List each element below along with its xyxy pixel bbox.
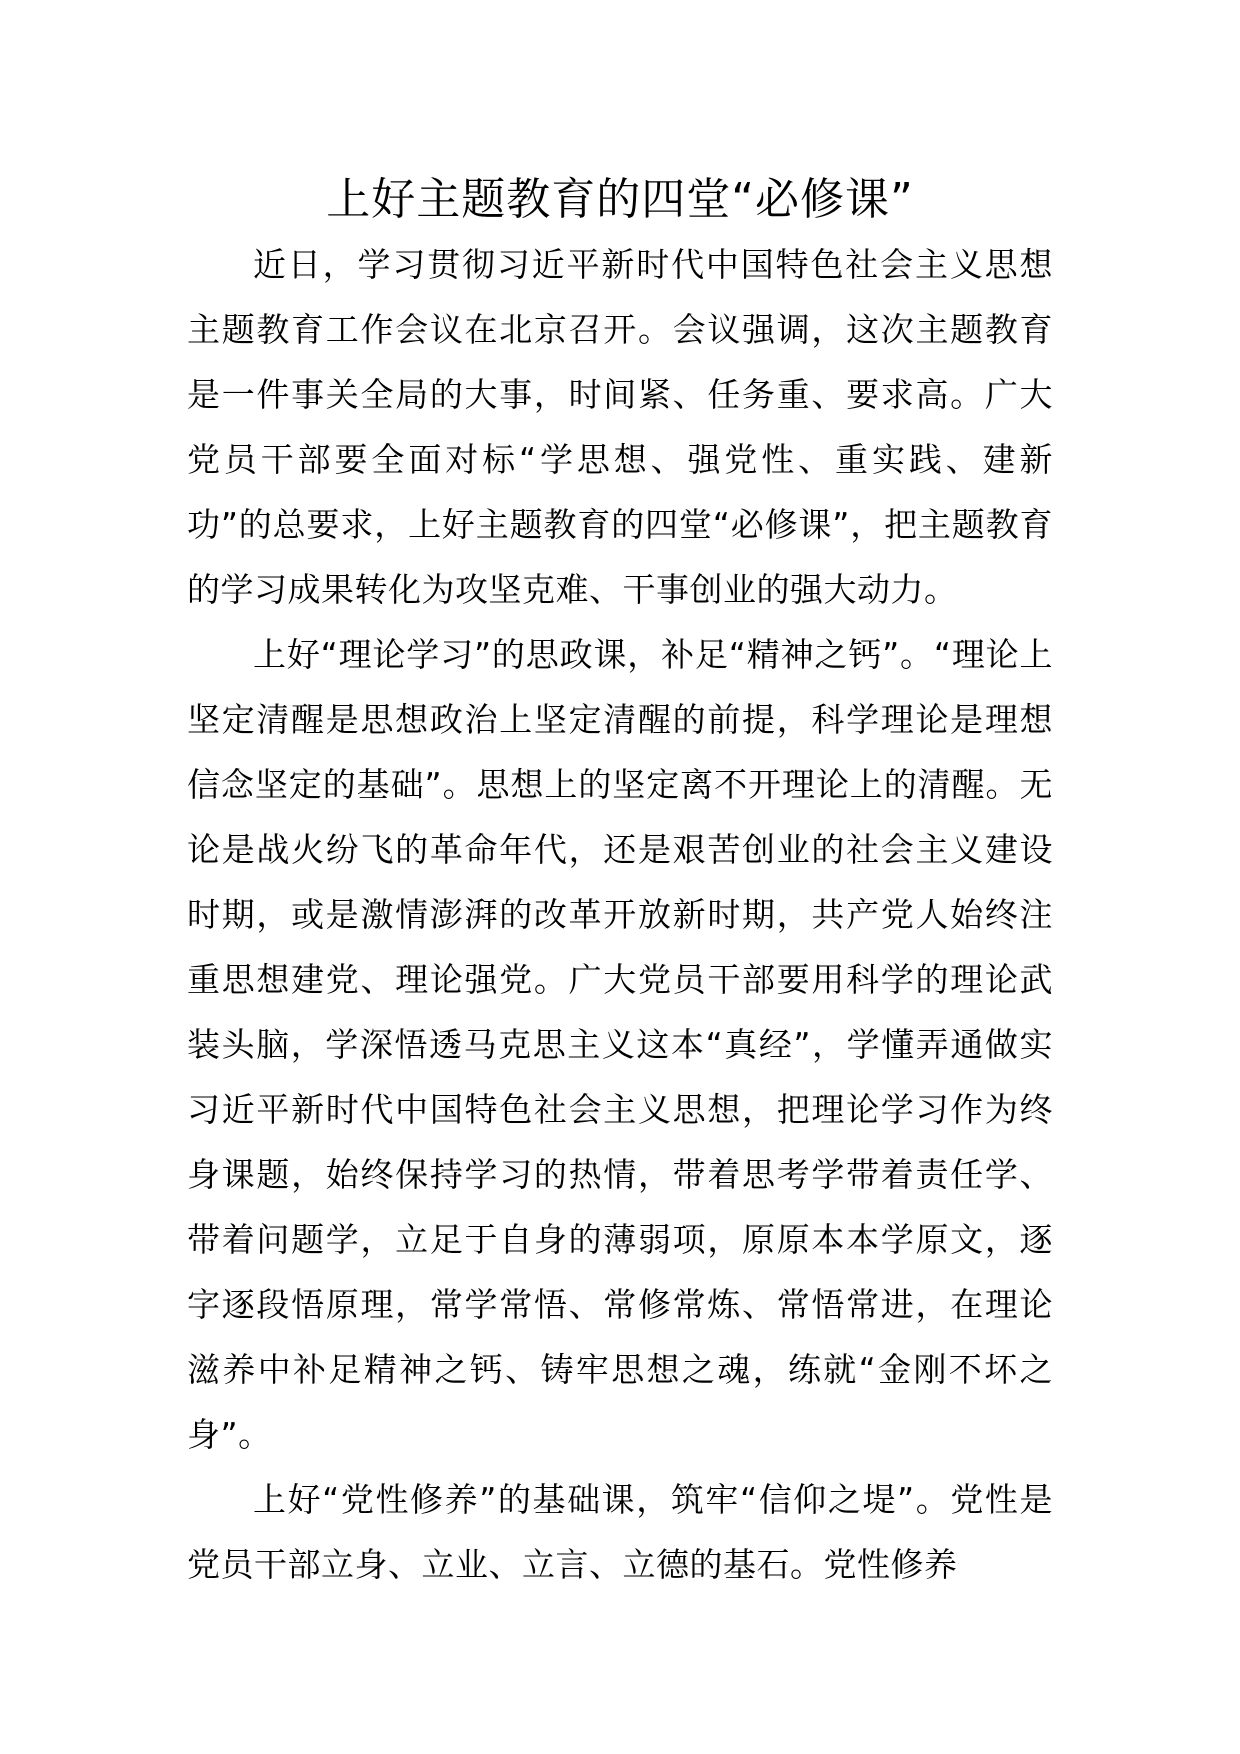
- paragraph-party-spirit: 上好“党性修养”的基础课，筑牢“信仰之堤”。党性是党员干部立身、立业、立言、立德的基石。党性修养: [187, 1480, 1053, 1584]
- document-body: [187, 168, 1053, 1597]
- paragraph-theory-study: 上好“理论学习”的思政课，补足“精神之钙”。“理论上坚定清醒是思想政治上坚定清醒的前提，科学理论是理想信念坚定的基础”。思想上的坚定离不开理论上的清醒。无论是战火纷飞的革命年代，还是艰苦创业的社会主义建设时期，或是激情澎湃的改革开放新时期，共产党人始终注重思想建党、理论强党。广大党员干部要用科学的理论武装头脑，学深悟透马克思主义这本“真经”，学懂弄通做实习近平新时代中国特色社会主义思想，把理论学习作为终身课题，始终保持学习的热情，带着思考学带着责任学、带着问题学，立足于自身的薄弱项，原原本本学原文，逐字逐段悟原理，常学常悟、常修常炼、常悟常进，在理论滋养中补足精神之钙、铸牢思想之魂，练就“金刚不坏之身”。: [187, 635, 1053, 1454]
- document-title: 上好主题教育的四堂“必修课”: [326, 174, 914, 225]
- paragraph-intro: 近日，学习贯彻习近平新时代中国特色社会主义思想主题教育工作会议在北京召开。会议强调，这次主题教育是一件事关全局的大事，时间紧、任务重、要求高。广大党员干部要全面对标“学思想、强党性、重实践、建新功”的总要求，上好主题教育的四堂“必修课”，把主题教育的学习成果转化为攻坚克难、干事创业的强大动力。: [187, 245, 1053, 609]
